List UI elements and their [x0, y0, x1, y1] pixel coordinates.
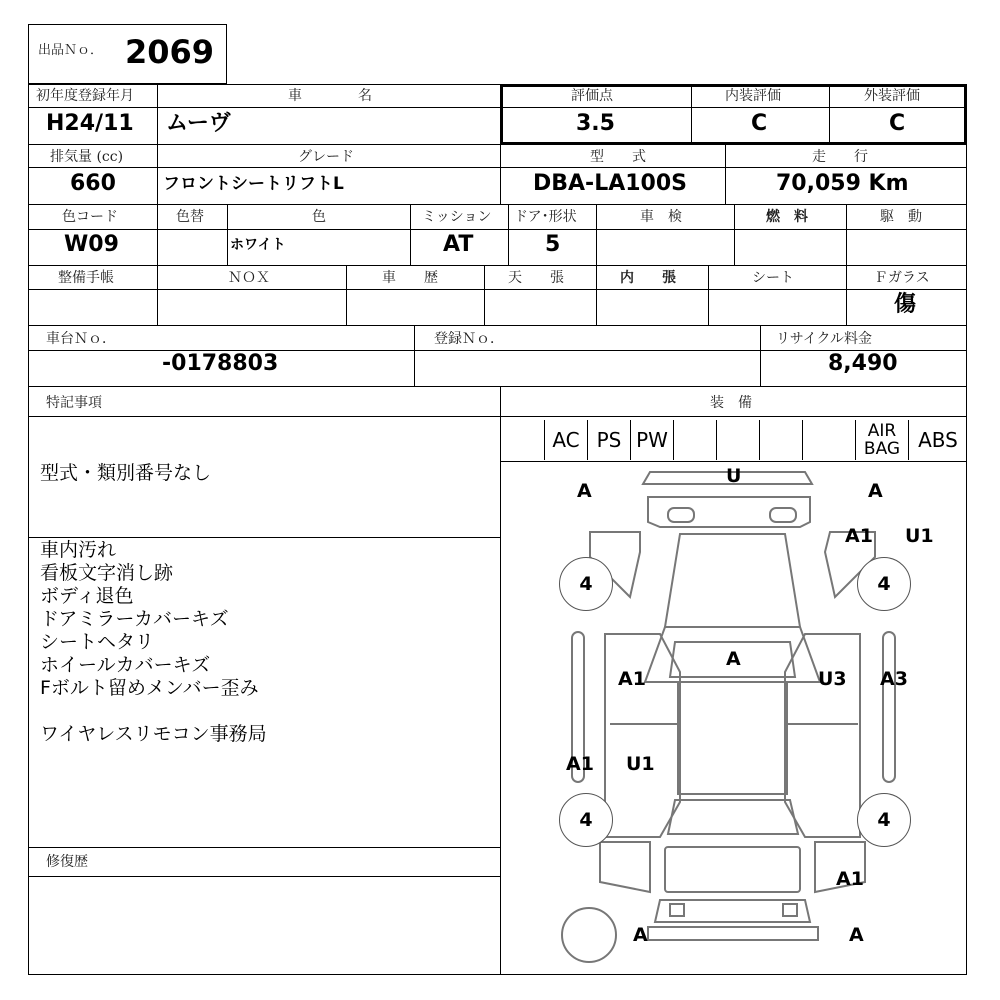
mark-right-front-door: U3: [818, 668, 847, 690]
reg-label: 初年度登録年月: [36, 88, 134, 104]
mission-value: AT: [443, 232, 474, 257]
roof-label: 天 張: [508, 270, 564, 286]
equip-pw: PW: [630, 420, 673, 460]
mark-left-front-door: A1: [618, 668, 646, 690]
remark-item: シートヘタリ: [40, 631, 155, 653]
model-value: DBA-LA100S: [533, 171, 687, 196]
equipment-label: 装 備: [710, 395, 752, 411]
equip-ac: AC: [544, 420, 587, 460]
score-label: 評価点: [571, 88, 613, 104]
seat-label: シート: [752, 270, 794, 286]
equip-slot: [673, 420, 716, 460]
lot-label: 出品Ｎｏ．: [38, 43, 104, 58]
recycle-value: 8,490: [828, 351, 898, 376]
recycle-label: リサイクル料金: [776, 331, 873, 347]
equip-ps: PS: [587, 420, 630, 460]
displacement-value: 660: [70, 171, 116, 196]
special-line: 型式・類別番号なし: [40, 462, 212, 484]
chassis-value: -0178803: [162, 351, 279, 376]
lot-number: 2069: [125, 33, 215, 71]
special-label: 特記事項: [46, 395, 102, 411]
glass-value: 傷: [894, 292, 917, 317]
lot-box: [28, 24, 227, 84]
mark-rear-right-corner: A: [849, 924, 864, 946]
exterior-value: C: [889, 111, 906, 136]
mark-front-left: A: [577, 480, 592, 502]
equip-slot: [802, 420, 855, 460]
color-value: ホワイト: [230, 237, 286, 253]
name-label: 車 名: [288, 88, 372, 104]
mark-rear-right: A1: [836, 868, 864, 890]
mission-label: ミッション: [422, 209, 492, 225]
mark-front-right: A: [868, 480, 883, 502]
mileage-label: 走 行: [812, 149, 868, 165]
equip-airbag: AIR BAG: [855, 420, 908, 460]
tire-front-right: 4: [857, 557, 911, 611]
interior-label: 内装評価: [725, 88, 781, 104]
color-code-label: 色コード: [62, 209, 118, 225]
remark-item: ボディ退色: [40, 585, 134, 607]
mark-left-rear-a: A1: [566, 753, 594, 775]
model-label: 型 式: [590, 149, 646, 165]
registration-label: 登録Ｎｏ．: [434, 331, 504, 347]
reg-value: H24/11: [46, 111, 134, 136]
remark-item: 看板文字消し跡: [40, 562, 174, 584]
tire-rear-right: 4: [857, 793, 911, 847]
grade-label: グレード: [298, 149, 354, 165]
chassis-label: 車台Ｎｏ．: [46, 331, 116, 347]
nox-label: ＮＯＸ: [228, 270, 270, 286]
mark-left-rear-u: U1: [626, 753, 655, 775]
interior-trim-label: 内 張: [620, 270, 676, 286]
color-code-value: W09: [64, 232, 119, 257]
remark-item: ドアミラーカバーキズ: [40, 608, 229, 630]
remark-item: [40, 700, 267, 723]
door-value: 5: [545, 232, 561, 257]
displacement-label: 排気量 (cc): [50, 149, 124, 165]
equip-slot: [759, 420, 802, 460]
mark-fr-fender-a: A1: [845, 525, 873, 547]
mark-roof: U: [726, 465, 742, 487]
tire-rear-left: 4: [559, 793, 613, 847]
remark-item: 車内汚れ: [40, 539, 117, 561]
name-value: ムーヴ: [166, 111, 231, 136]
interior-value: C: [751, 111, 768, 136]
remark-item: Fボルト留めメンバー歪み: [40, 677, 259, 699]
mark-hood: A: [726, 648, 741, 670]
mark-right-panel: A3: [880, 668, 908, 690]
mark-rear-left: A: [633, 924, 648, 946]
history-label: 車 歴: [382, 270, 438, 286]
remarks-list: [40, 539, 267, 746]
equip-slot: [716, 420, 759, 460]
mark-fr-fender-u: U1: [905, 525, 934, 547]
repaint-label: 色替: [176, 209, 204, 225]
maintenance-label: 整備手帳: [58, 270, 114, 286]
glass-label: Ｆガラス: [874, 270, 930, 286]
mileage-value: 70,059 Km: [776, 171, 909, 196]
exterior-label: 外装評価: [864, 88, 920, 104]
drive-label: 駆 動: [880, 209, 922, 225]
grade-value: フロントシートリフトL: [163, 174, 344, 194]
door-label: ドア･形状: [514, 209, 577, 225]
color-label: 色: [312, 209, 326, 225]
score-value: 3.5: [576, 111, 615, 136]
remark-item: ワイヤレスリモコン事務局: [40, 723, 267, 745]
remark-item: ホイールカバーキズ: [40, 654, 211, 676]
tire-front-left: 4: [559, 557, 613, 611]
fuel-label: 燃 料: [766, 209, 808, 225]
equip-abs: ABS: [908, 420, 967, 460]
inspection-label: 車 検: [640, 209, 682, 225]
repair-label: 修復歴: [46, 854, 88, 870]
car-diagram: [500, 462, 967, 975]
